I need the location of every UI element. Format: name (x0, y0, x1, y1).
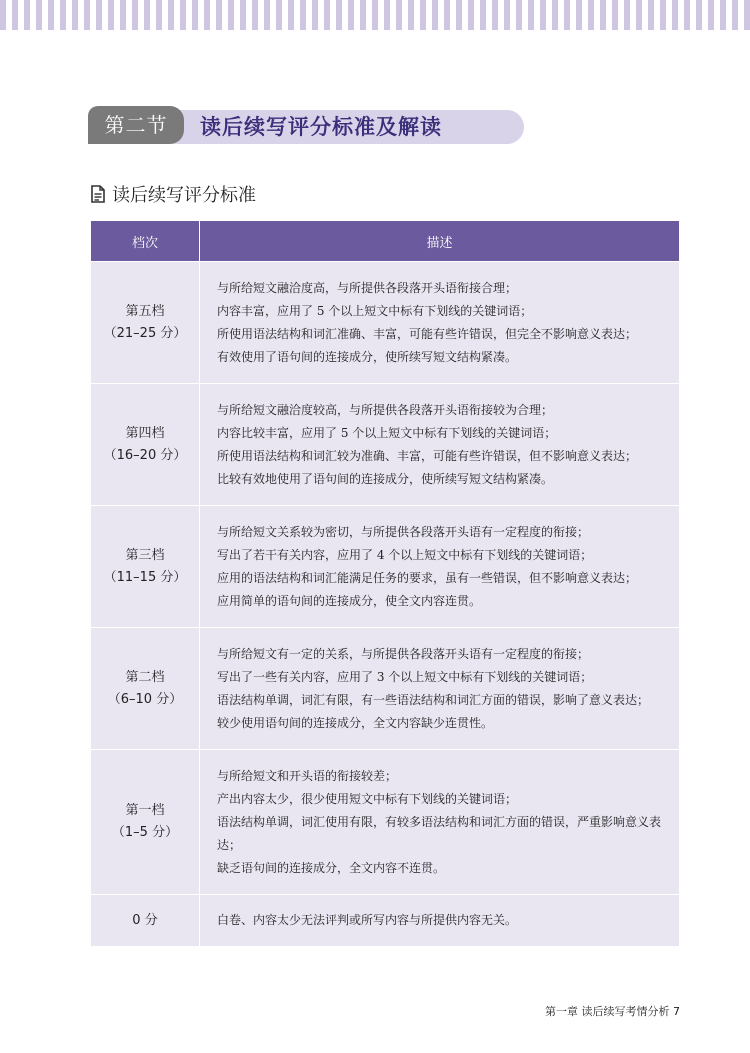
description-line: 与所给短文有一定的关系，与所提供各段落开头语有一定程度的衔接； (217, 646, 590, 661)
table-row (91, 895, 680, 947)
level-name: 第一档 (125, 803, 165, 818)
table-row (91, 506, 680, 628)
description-cell (200, 384, 680, 506)
description-line: 所使用语法结构和词汇准确、丰富，可能有些许错误，但完全不影响意义表达； (217, 326, 638, 341)
level-cell (91, 506, 200, 628)
sub-heading-text: 读后续写评分标准 (112, 185, 256, 206)
description-cell (200, 506, 680, 628)
level-range: （11–15 分） (103, 569, 187, 585)
level-range: （16–20 分） (103, 447, 187, 463)
description-line: 产出内容太少，很少使用短文中标有下划线的关键词语； (217, 791, 518, 806)
description-cell (200, 628, 680, 750)
description-line: 有效使用了语句间的连接成分，使所续写短文结构紧凑。 (217, 349, 518, 364)
description-line: 语法结构单调，词汇有限，有一些语法结构和词汇方面的错误，影响了意义表达； (217, 692, 650, 707)
description-line: 与所给短文融洽度高，与所提供各段落开头语衔接合理； (217, 280, 518, 295)
level-cell (91, 262, 200, 384)
level-name: 0 分 (132, 912, 158, 928)
description-line: 写出了若干有关内容，应用了 4 个以上短文中标有下划线的关键词语； (217, 547, 593, 562)
level-cell (91, 628, 200, 750)
description-cell (200, 750, 680, 895)
description-line: 与所给短文和开头语的衔接较差； (217, 768, 398, 783)
header-description: 描述 (200, 221, 680, 262)
level-cell (91, 750, 200, 895)
document-icon (90, 185, 106, 203)
level-name: 第二档 (125, 669, 165, 685)
sub-heading (90, 180, 256, 208)
section-tag: 第二节 (88, 106, 184, 144)
grading-table (90, 220, 680, 947)
top-stripe-decoration (0, 0, 750, 36)
description-line: 写出了一些有关内容，应用了 3 个以上短文中标有下划线的关键词语； (217, 669, 593, 684)
description-line: 缺乏语句间的连接成分，全文内容不连贯。 (217, 860, 446, 875)
table-row (91, 384, 680, 506)
description-line: 较少使用语句间的连接成分，全文内容缺少连贯性。 (217, 715, 494, 730)
description-cell (200, 262, 680, 384)
description-line: 白卷、内容太少无法评判或所写内容与所提供内容无关。 (217, 913, 518, 927)
table-row (91, 750, 680, 895)
description-line: 应用简单的语句间的连接成分，使全文内容连贯。 (217, 593, 482, 608)
level-name: 第五档 (125, 303, 165, 319)
level-name: 第四档 (125, 425, 165, 441)
table-row (91, 262, 680, 384)
level-range: （6–10 分） (107, 691, 183, 707)
table-header-row (91, 221, 680, 262)
page-footer: 第一章 读后续写考情分析 7 (545, 1005, 680, 1018)
level-cell (91, 895, 200, 947)
description-line: 语法结构单调，词汇使用有限，有较多语法结构和词汇方面的错误，严重影响意义表达； (217, 814, 662, 852)
table-row (91, 628, 680, 750)
level-name: 第三档 (125, 547, 165, 563)
description-line: 与所给短文融洽度较高，与所提供各段落开头语衔接较为合理； (217, 402, 554, 417)
description-line: 所使用语法结构和词汇较为准确、丰富，可能有些许错误，但不影响意义表达； (217, 448, 638, 463)
description-line: 与所给短文关系较为密切，与所提供各段落开头语有一定程度的衔接； (217, 524, 590, 539)
level-cell (91, 384, 200, 506)
description-cell (200, 895, 680, 947)
section-title: 读后续写评分标准及解读 (200, 115, 442, 139)
description-line: 内容丰富，应用了 5 个以上短文中标有下划线的关键词语； (217, 303, 533, 318)
level-range: （1–5 分） (111, 825, 179, 840)
header-level: 档次 (91, 221, 200, 262)
description-line: 比较有效地使用了语句间的连接成分，使所续写短文结构紧凑。 (217, 471, 554, 486)
level-range: （21–25 分） (103, 325, 187, 341)
description-line: 应用的语法结构和词汇能满足任务的要求，虽有一些错误，但不影响意义表达； (217, 570, 638, 585)
description-line: 内容比较丰富，应用了 5 个以上短文中标有下划线的关键词语； (217, 425, 557, 440)
